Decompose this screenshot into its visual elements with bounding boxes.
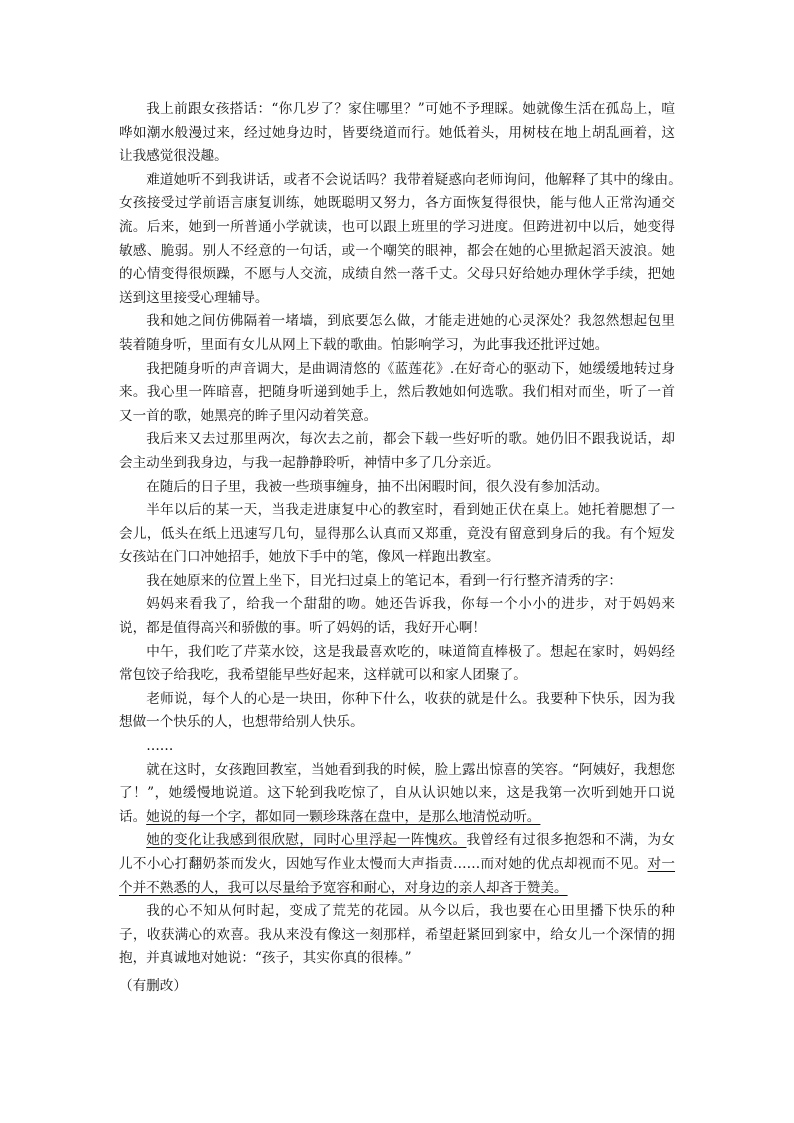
paragraph xyxy=(119,759,675,830)
article-body xyxy=(119,98,703,971)
paragraph-text: 我和她之间仿佛隔着一堵墙，到底要怎么做，才能走进她的心灵深处？我忽然想起包里装着随身听，里面有女儿从网上下载的歌曲。怕影响学习，为此事我还批评过她。 xyxy=(119,313,675,353)
source-note: （有删改） xyxy=(119,977,187,994)
paragraph-text: 我在她原来的位置上坐下，目光扫过桌上的笔记本，看到一行行整齐清秀的字： xyxy=(146,572,622,589)
paragraph xyxy=(119,428,675,475)
article xyxy=(119,98,703,999)
paragraph-text: 我把随身听的声音调大，是曲调清悠的《蓝莲花》.在好奇心的驱动下，她缓缓地转过身来。我心里一阵暗喜，把随身听递到她手上，然后教她如何选歌。我们相对而坐，听了一首又一首的歌，她黑亮的眸子里闪动着笑意。 xyxy=(119,360,675,424)
paragraph-text: 难道她听不到我讲话，或者不会说话吗？我带着疑惑向老师询问，他解释了其中的缘由。 女孩接受过学前语言康复训练，她既聪明又努力，各方面恢复得很快，能与他人正常沟通交流。后来，她到一所普通小学就读，也可以跟上班里的学习进度。但跨进初中以后，她变得敏感、脆弱。别人不经意的一句话，或一个嘲笑的眼神，都会在她的心里掀起滔天波浪。她的心情变得很烦躁，不愿与人交流，成绩自然一落千丈。父母只好给她办理休学手续，把她送到这里接受心理辅导。 xyxy=(119,171,703,306)
paragraph xyxy=(119,98,675,169)
paragraph xyxy=(119,358,675,429)
paragraph xyxy=(119,169,703,311)
paragraph xyxy=(119,900,675,971)
paragraph-text: 中午，我们吃了芹菜水饺，这是我最喜欢吃的，味道简直棒极了。想起在家时，妈妈经常包饺子给我吃，我希望能早些好起来，这样就可以和家人团聚了。 xyxy=(119,643,675,684)
paragraph-text: 我后来又去过那里两次，每次去之前，都会下载一些好听的歌。她仍旧不跟我说话，却会主动坐到我身边，与我一起静静聆听，神情中多了几分亲近。 xyxy=(119,431,675,471)
paragraph xyxy=(119,688,675,735)
paragraph-text: 我曾经有过很多抱怨和不满，为女儿不小心打翻奶茶而发火，因她写作业太慢而大声指责……而对她的优点却视而不见。 xyxy=(119,832,676,872)
paragraph xyxy=(119,641,675,688)
paragraph xyxy=(119,499,675,570)
paragraph-text: …… xyxy=(146,738,174,755)
paragraph xyxy=(119,570,675,594)
paragraph xyxy=(119,476,675,500)
paragraph-text: 老师说，每个人的心是一块田，你种下什么，收获的就是什么。我要种下快乐，因为我想做一个快乐的人，也想带给别人快乐。 xyxy=(119,690,675,731)
paragraph xyxy=(119,829,675,900)
paragraph-text: 我上前跟女孩搭话：“你几岁了？家住哪里？”可她不予理睬。她就像生活在孤岛上，喧哗如潮水般漫过来，经过她身边时，皆要绕道而行。她低着头，用树枝在地上胡乱画着，这让我感觉很没趣。 xyxy=(119,101,675,165)
paragraph-text: 在随后的日子里，我被一些琐事缠身，抽不出闲暇时间，很久没有参加活动。 xyxy=(146,478,609,495)
underlined-sentence: 她的变化让我感到很欣慰，同时心里浮起一阵愧疚。 xyxy=(146,832,467,849)
paragraph-text: 半年以后的某一天，当我走进康复中心的教室时，看到她正伏在桌上。她托着腮想了一会儿，低头在纸上迅速写几句，显得那么认真而又郑重，竟没有留意到身后的我。有个短发女孩站在门口冲她招手，她放下手中的笔，像风一样跑出教室。 xyxy=(119,502,675,566)
underlined-sentence: 她说的每一个字，都如同一颗珍珠落在盘中，是那么地清悦动听。 xyxy=(146,808,541,825)
paragraph-text: 就在这时，女孩跑回教室，当她看到我的时候，脸上露出惊喜的笑容。“阿姨好，我想您了！”，她缓慢地说道。这下轮到我吃惊了，自从认识她以来，这是我第一次听到她开口说话。 xyxy=(119,761,675,825)
paragraph xyxy=(119,593,675,640)
paragraph xyxy=(119,310,675,357)
paragraph-text: 妈妈来看我了，给我一个甜甜的吻。她还告诉我，你每一个小小的进步，对于妈妈来说，都是值得高兴和骄傲的事。听了妈妈的话，我好开心啊！ xyxy=(119,596,675,637)
paragraph-text: 我的心不知从何时起，变成了荒芜的花园。从今以后，我也要在心田里播下快乐的种子，收获满心的欢喜。我从来没有像这一刻那样，希望赶紧回到家中，给女儿一个深情的拥抱，并真诚地对她说：“孩子，其实你真的很棒。” xyxy=(119,903,675,967)
underlined-sentence: 对一个并不熟悉的人，我可以尽量给予宽容和耐心，对身边的亲人却吝于赞美。 xyxy=(119,856,676,896)
paragraph xyxy=(119,735,675,759)
